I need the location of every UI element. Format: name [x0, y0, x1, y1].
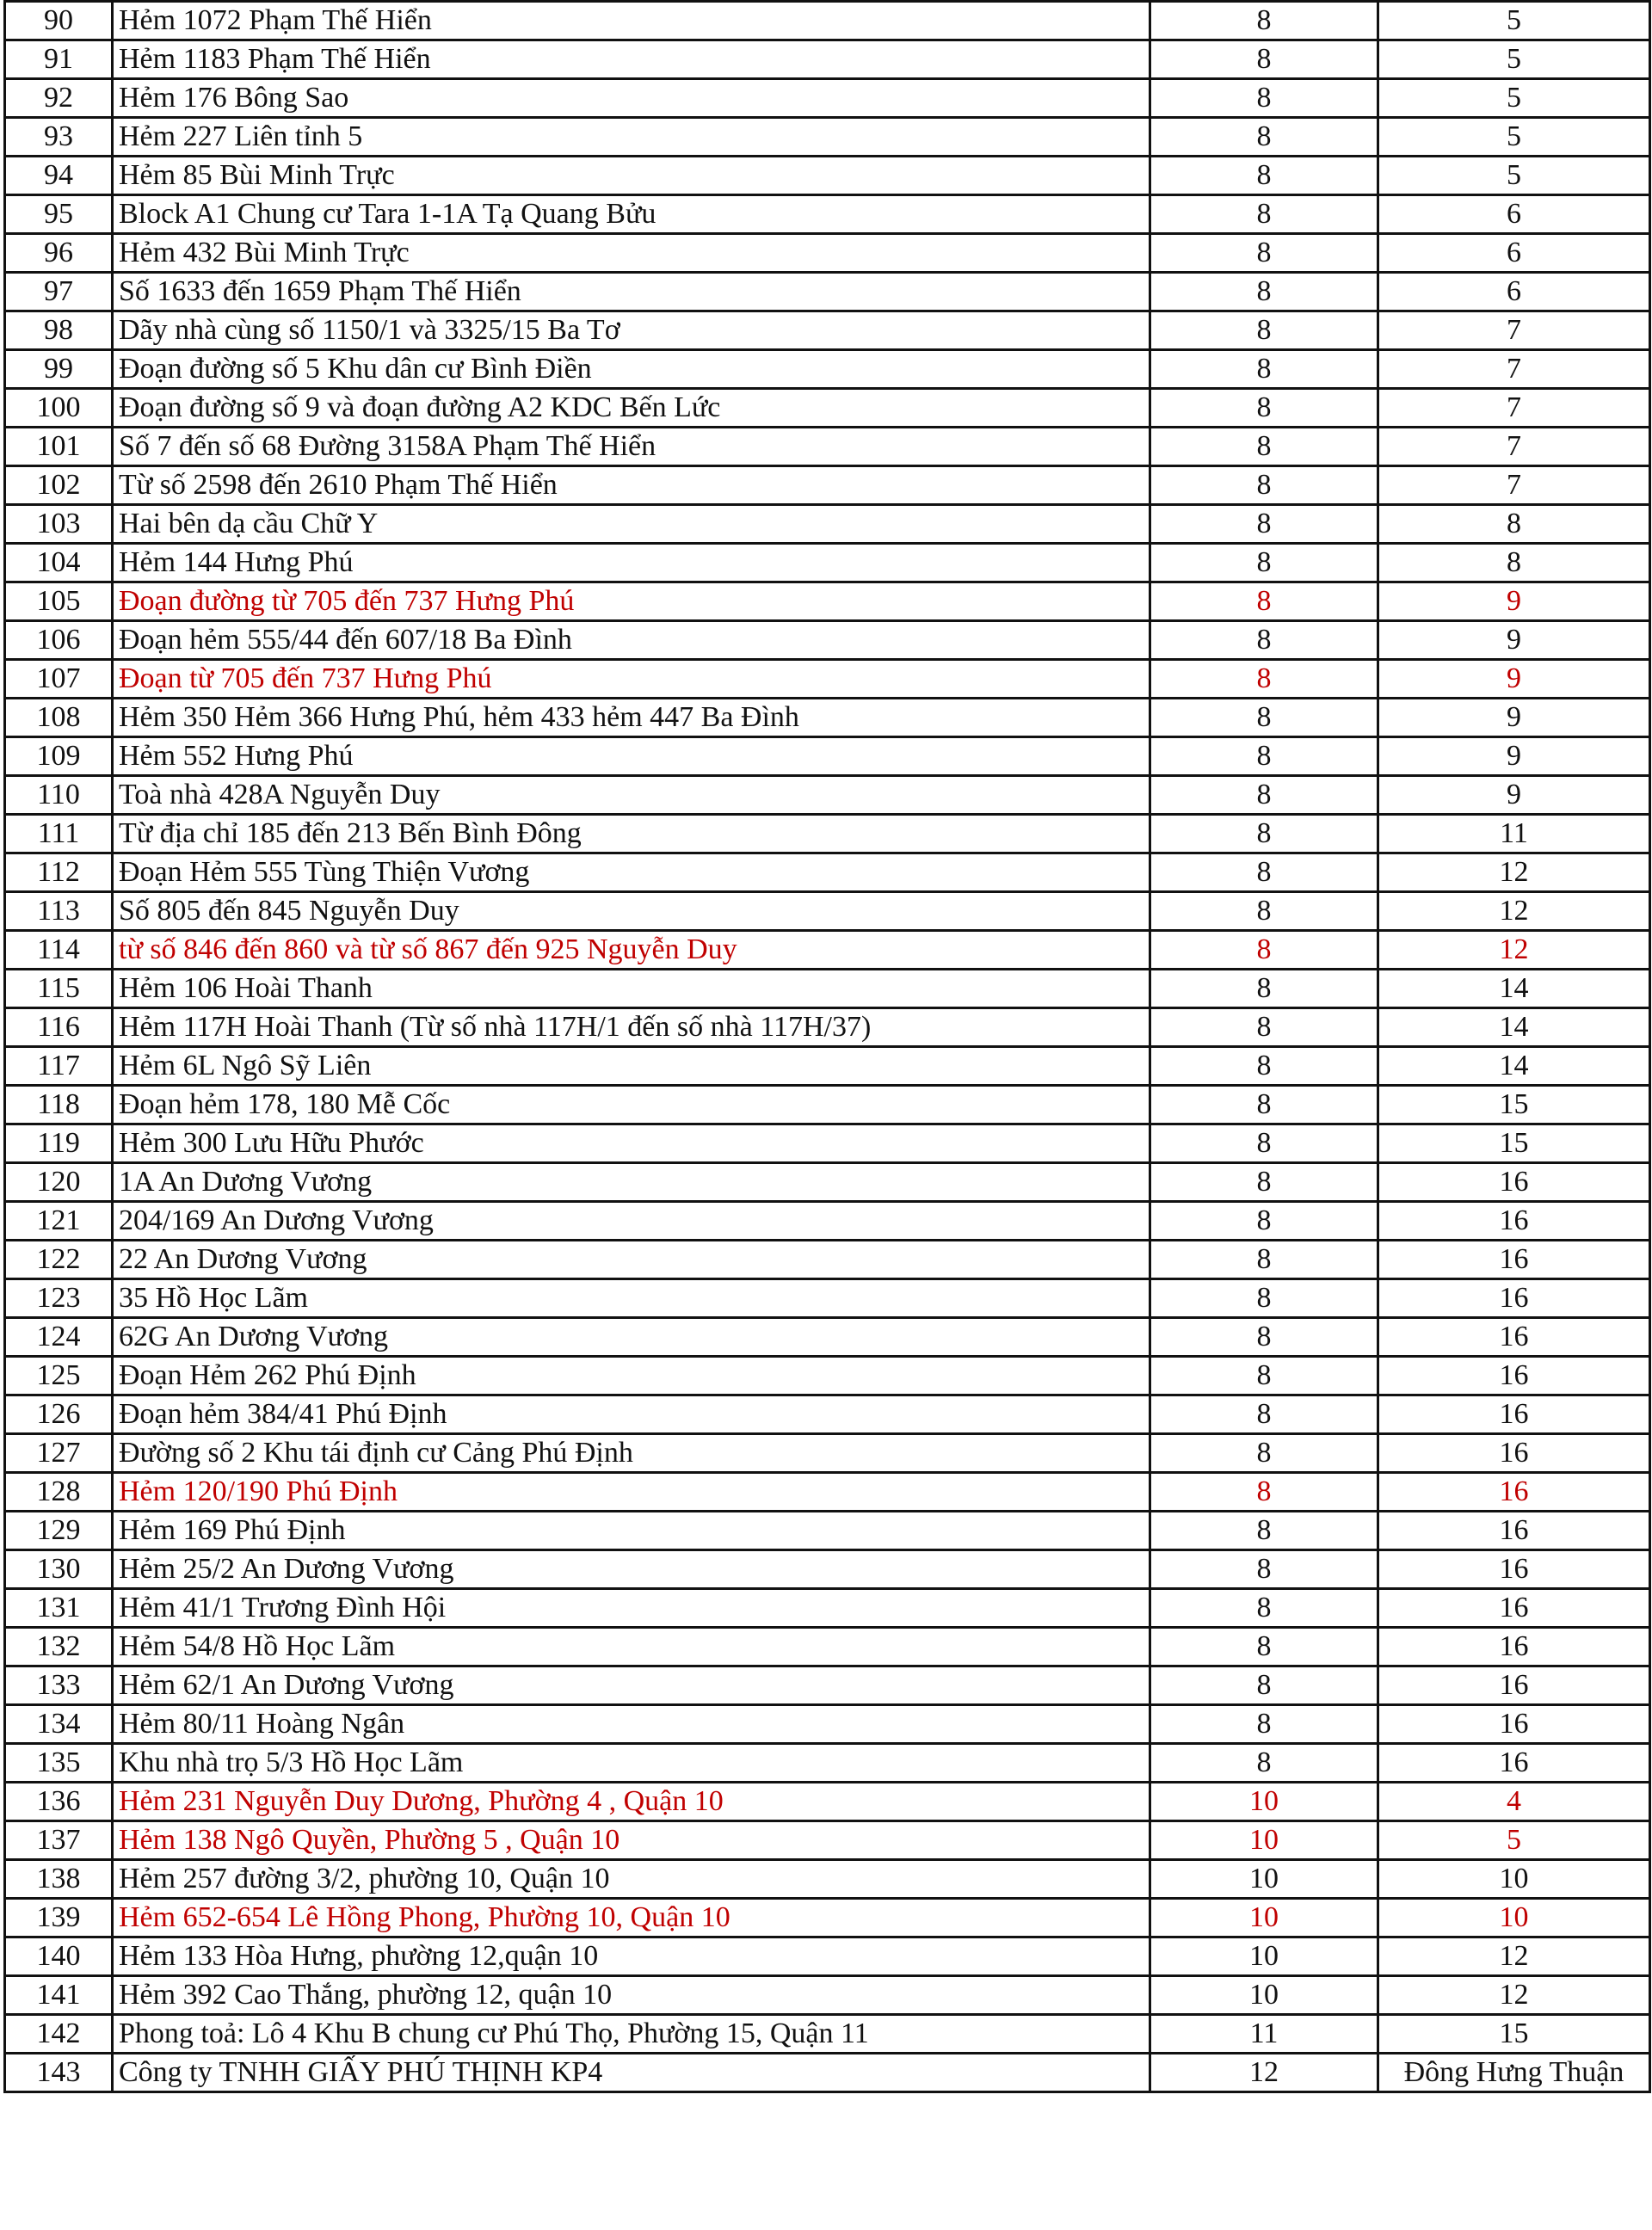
table-body [5, 2, 1650, 2092]
table-row [5, 1434, 1650, 1473]
table-row [5, 776, 1650, 815]
address-cell: Đường số 2 Khu tái định cư Cảng Phú Định [113, 1434, 1150, 1473]
district-cell: 10 [1150, 1860, 1378, 1899]
row-number-cell: 105 [5, 582, 113, 621]
ward-cell: Đông Hưng Thuận [1378, 2054, 1650, 2092]
district-cell: 8 [1150, 157, 1378, 195]
row-number-cell: 113 [5, 892, 113, 931]
table-row [5, 1860, 1650, 1899]
table-row [5, 1512, 1650, 1550]
table-row [5, 1357, 1650, 1395]
row-number-cell: 91 [5, 40, 113, 79]
row-number-cell: 140 [5, 1937, 113, 1976]
row-number-cell: 92 [5, 79, 113, 118]
ward-cell: 16 [1378, 1434, 1650, 1473]
address-cell: Hẻm 552 Hưng Phú [113, 737, 1150, 776]
district-cell: 8 [1150, 1279, 1378, 1318]
ward-cell: 5 [1378, 79, 1650, 118]
district-cell: 8 [1150, 970, 1378, 1008]
table-row [5, 389, 1650, 428]
address-cell: Hẻm 138 Ngô Quyền, Phường 5 , Quận 10 [113, 1821, 1150, 1860]
district-cell: 10 [1150, 1937, 1378, 1976]
address-cell: Block A1 Chung cư Tara 1-1A Tạ Quang Bửu [113, 195, 1150, 234]
district-cell: 10 [1150, 1976, 1378, 2015]
table-row [5, 1086, 1650, 1124]
address-cell: Đoạn từ 705 đến 737 Hưng Phú [113, 660, 1150, 699]
ward-cell: 16 [1378, 1241, 1650, 1279]
ward-cell: 16 [1378, 1473, 1650, 1512]
district-cell: 8 [1150, 311, 1378, 350]
address-cell: Số 1633 đến 1659 Phạm Thế Hiển [113, 273, 1150, 311]
district-cell: 8 [1150, 660, 1378, 699]
table-row [5, 1744, 1650, 1783]
address-cell: Đoạn Hẻm 555 Tùng Thiện Vương [113, 853, 1150, 892]
row-number-cell: 138 [5, 1860, 113, 1899]
row-number-cell: 130 [5, 1550, 113, 1589]
table-row [5, 466, 1650, 505]
district-cell: 8 [1150, 350, 1378, 389]
row-number-cell: 121 [5, 1202, 113, 1241]
ward-cell: 16 [1378, 1318, 1650, 1357]
row-number-cell: 139 [5, 1899, 113, 1937]
row-number-cell: 141 [5, 1976, 113, 2015]
table-row [5, 699, 1650, 737]
table-row [5, 1279, 1650, 1318]
address-cell: Hẻm 392 Cao Thắng, phường 12, quận 10 [113, 1976, 1150, 2015]
table-row [5, 273, 1650, 311]
ward-cell: 5 [1378, 1821, 1650, 1860]
ward-cell: 16 [1378, 1202, 1650, 1241]
table-row [5, 931, 1650, 970]
address-cell: Công ty TNHH GIẤY PHÚ THỊNH KP4 [113, 2054, 1150, 2092]
district-cell: 8 [1150, 737, 1378, 776]
table-row [5, 234, 1650, 273]
address-cell: Hẻm 6L Ngô Sỹ Liên [113, 1047, 1150, 1086]
address-cell: Đoạn đường số 9 và đoạn đường A2 KDC Bến Lức [113, 389, 1150, 428]
district-cell: 8 [1150, 505, 1378, 544]
address-cell: Đoạn đường từ 705 đến 737 Hưng Phú [113, 582, 1150, 621]
district-cell: 8 [1150, 1744, 1378, 1783]
row-number-cell: 90 [5, 2, 113, 40]
district-cell: 8 [1150, 118, 1378, 157]
district-cell: 8 [1150, 1434, 1378, 1473]
row-number-cell: 137 [5, 1821, 113, 1860]
ward-cell: 12 [1378, 892, 1650, 931]
ward-cell: 16 [1378, 1357, 1650, 1395]
ward-cell: 11 [1378, 815, 1650, 853]
address-cell: Hẻm 350 Hẻm 366 Hưng Phú, hẻm 433 hẻm 447 Ba Đình [113, 699, 1150, 737]
ward-cell: 14 [1378, 1047, 1650, 1086]
row-number-cell: 133 [5, 1666, 113, 1705]
table-row [5, 582, 1650, 621]
ward-cell: 10 [1378, 1860, 1650, 1899]
row-number-cell: 99 [5, 350, 113, 389]
ward-cell: 6 [1378, 234, 1650, 273]
address-cell: Hai bên dạ cầu Chữ Y [113, 505, 1150, 544]
table-row [5, 40, 1650, 79]
district-cell: 8 [1150, 1705, 1378, 1744]
table-row [5, 195, 1650, 234]
address-cell: Số 7 đến số 68 Đường 3158A Phạm Thế Hiển [113, 428, 1150, 466]
ward-cell: 15 [1378, 1086, 1650, 1124]
district-cell: 8 [1150, 1589, 1378, 1628]
row-number-cell: 118 [5, 1086, 113, 1124]
ward-cell: 16 [1378, 1666, 1650, 1705]
address-cell: Đoạn hẻm 178, 180 Mễ Cốc [113, 1086, 1150, 1124]
row-number-cell: 129 [5, 1512, 113, 1550]
ward-cell: 16 [1378, 1705, 1650, 1744]
table-row [5, 621, 1650, 660]
table-row [5, 1666, 1650, 1705]
district-cell: 8 [1150, 1395, 1378, 1434]
address-cell: Khu nhà trọ 5/3 Hồ Học Lãm [113, 1744, 1150, 1783]
table-row [5, 428, 1650, 466]
ward-cell: 5 [1378, 157, 1650, 195]
district-cell: 8 [1150, 892, 1378, 931]
row-number-cell: 107 [5, 660, 113, 699]
row-number-cell: 143 [5, 2054, 113, 2092]
ward-cell: 6 [1378, 273, 1650, 311]
row-number-cell: 97 [5, 273, 113, 311]
row-number-cell: 135 [5, 1744, 113, 1783]
ward-cell: 8 [1378, 505, 1650, 544]
row-number-cell: 110 [5, 776, 113, 815]
address-cell: 204/169 An Dương Vương [113, 1202, 1150, 1241]
district-cell: 8 [1150, 1241, 1378, 1279]
table-row [5, 1705, 1650, 1744]
address-cell: Hẻm 62/1 An Dương Vương [113, 1666, 1150, 1705]
district-cell: 8 [1150, 931, 1378, 970]
ward-cell: 16 [1378, 1395, 1650, 1434]
row-number-cell: 123 [5, 1279, 113, 1318]
row-number-cell: 124 [5, 1318, 113, 1357]
table-row [5, 815, 1650, 853]
table-row [5, 1124, 1650, 1163]
address-cell: Hẻm 257 đường 3/2, phường 10, Quận 10 [113, 1860, 1150, 1899]
table-row [5, 505, 1650, 544]
district-cell: 8 [1150, 1008, 1378, 1047]
address-cell: 1A An Dương Vương [113, 1163, 1150, 1202]
table-row [5, 1937, 1650, 1976]
row-number-cell: 125 [5, 1357, 113, 1395]
district-cell: 8 [1150, 1550, 1378, 1589]
address-cell: Dãy nhà cùng số 1150/1 và 3325/15 Ba Tơ [113, 311, 1150, 350]
district-cell: 8 [1150, 1086, 1378, 1124]
ward-cell: 14 [1378, 1008, 1650, 1047]
address-cell: 35 Hồ Học Lãm [113, 1279, 1150, 1318]
table-row [5, 1318, 1650, 1357]
lockdown-area-table [3, 0, 1651, 2093]
district-cell: 10 [1150, 1821, 1378, 1860]
address-cell: Hẻm 120/190 Phú Định [113, 1473, 1150, 1512]
district-cell: 8 [1150, 1473, 1378, 1512]
table-row [5, 1899, 1650, 1937]
row-number-cell: 96 [5, 234, 113, 273]
ward-cell: 9 [1378, 737, 1650, 776]
ward-cell: 14 [1378, 970, 1650, 1008]
table-row [5, 1047, 1650, 1086]
row-number-cell: 93 [5, 118, 113, 157]
ward-cell: 16 [1378, 1589, 1650, 1628]
district-cell: 8 [1150, 621, 1378, 660]
row-number-cell: 100 [5, 389, 113, 428]
address-cell: Đoạn đường số 5 Khu dân cư Bình Điền [113, 350, 1150, 389]
ward-cell: 9 [1378, 776, 1650, 815]
address-cell: Hẻm 54/8 Hồ Học Lãm [113, 1628, 1150, 1666]
table-row [5, 1628, 1650, 1666]
table-row [5, 1163, 1650, 1202]
ward-cell: 9 [1378, 582, 1650, 621]
address-cell: 22 An Dương Vương [113, 1241, 1150, 1279]
ward-cell: 16 [1378, 1744, 1650, 1783]
row-number-cell: 134 [5, 1705, 113, 1744]
district-cell: 8 [1150, 1202, 1378, 1241]
address-cell: Số 805 đến 845 Nguyễn Duy [113, 892, 1150, 931]
district-cell: 8 [1150, 1357, 1378, 1395]
district-cell: 8 [1150, 776, 1378, 815]
address-cell: Từ địa chỉ 185 đến 213 Bến Bình Đông [113, 815, 1150, 853]
table-row [5, 970, 1650, 1008]
address-cell: Hẻm 106 Hoài Thanh [113, 970, 1150, 1008]
ward-cell: 7 [1378, 428, 1650, 466]
ward-cell: 16 [1378, 1628, 1650, 1666]
table-row [5, 1241, 1650, 1279]
address-cell: Hẻm 80/11 Hoàng Ngân [113, 1705, 1150, 1744]
address-cell: Hẻm 25/2 An Dương Vương [113, 1550, 1150, 1589]
address-cell: Hẻm 41/1 Trương Đình Hội [113, 1589, 1150, 1628]
district-cell: 8 [1150, 234, 1378, 273]
row-number-cell: 95 [5, 195, 113, 234]
table-row [5, 1395, 1650, 1434]
row-number-cell: 101 [5, 428, 113, 466]
row-number-cell: 142 [5, 2015, 113, 2054]
district-cell: 8 [1150, 2, 1378, 40]
district-cell: 8 [1150, 79, 1378, 118]
ward-cell: 10 [1378, 1899, 1650, 1937]
district-cell: 8 [1150, 389, 1378, 428]
table-row [5, 350, 1650, 389]
address-cell: Hẻm 176 Bông Sao [113, 79, 1150, 118]
district-cell: 8 [1150, 195, 1378, 234]
ward-cell: 16 [1378, 1550, 1650, 1589]
ward-cell: 5 [1378, 118, 1650, 157]
address-cell: Hẻm 133 Hòa Hưng, phường 12,quận 10 [113, 1937, 1150, 1976]
ward-cell: 7 [1378, 350, 1650, 389]
row-number-cell: 98 [5, 311, 113, 350]
district-cell: 8 [1150, 40, 1378, 79]
district-cell: 8 [1150, 544, 1378, 582]
district-cell: 8 [1150, 853, 1378, 892]
table-row [5, 853, 1650, 892]
row-number-cell: 106 [5, 621, 113, 660]
row-number-cell: 122 [5, 1241, 113, 1279]
district-cell: 8 [1150, 1124, 1378, 1163]
ward-cell: 16 [1378, 1279, 1650, 1318]
address-cell: Hẻm 227 Liên tỉnh 5 [113, 118, 1150, 157]
ward-cell: 5 [1378, 2, 1650, 40]
row-number-cell: 94 [5, 157, 113, 195]
ward-cell: 6 [1378, 195, 1650, 234]
district-cell: 11 [1150, 2015, 1378, 2054]
district-cell: 8 [1150, 815, 1378, 853]
address-cell: Hẻm 117H Hoài Thanh (Từ số nhà 117H/1 đến số nhà 117H/37) [113, 1008, 1150, 1047]
address-cell: Hẻm 85 Bùi Minh Trực [113, 157, 1150, 195]
table-row [5, 118, 1650, 157]
ward-cell: 12 [1378, 1937, 1650, 1976]
district-cell: 8 [1150, 699, 1378, 737]
row-number-cell: 120 [5, 1163, 113, 1202]
address-cell: Đoạn hẻm 555/44 đến 607/18 Ba Đình [113, 621, 1150, 660]
district-cell: 8 [1150, 1163, 1378, 1202]
table-row [5, 1473, 1650, 1512]
row-number-cell: 104 [5, 544, 113, 582]
district-cell: 8 [1150, 582, 1378, 621]
row-number-cell: 136 [5, 1783, 113, 1821]
ward-cell: 5 [1378, 40, 1650, 79]
district-cell: 8 [1150, 273, 1378, 311]
table-row [5, 544, 1650, 582]
district-cell: 8 [1150, 1628, 1378, 1666]
table-row [5, 1589, 1650, 1628]
ward-cell: 12 [1378, 1976, 1650, 2015]
district-cell: 8 [1150, 1318, 1378, 1357]
address-cell: Hẻm 300 Lưu Hữu Phước [113, 1124, 1150, 1163]
table-row [5, 737, 1650, 776]
ward-cell: 16 [1378, 1512, 1650, 1550]
table-row [5, 2015, 1650, 2054]
table-row [5, 157, 1650, 195]
address-cell: Hẻm 432 Bùi Minh Trực [113, 234, 1150, 273]
table-row [5, 2054, 1650, 2092]
address-cell: Hẻm 1072 Phạm Thế Hiển [113, 2, 1150, 40]
ward-cell: 7 [1378, 466, 1650, 505]
row-number-cell: 109 [5, 737, 113, 776]
ward-cell: 16 [1378, 1163, 1650, 1202]
district-cell: 8 [1150, 1666, 1378, 1705]
ward-cell: 12 [1378, 853, 1650, 892]
table-row [5, 892, 1650, 931]
table-row [5, 1550, 1650, 1589]
address-cell: Hẻm 144 Hưng Phú [113, 544, 1150, 582]
table-row [5, 1202, 1650, 1241]
row-number-cell: 112 [5, 853, 113, 892]
table-row [5, 660, 1650, 699]
address-cell: Đoạn hẻm 384/41 Phú Định [113, 1395, 1150, 1434]
district-cell: 8 [1150, 1512, 1378, 1550]
table-row [5, 79, 1650, 118]
ward-cell: 7 [1378, 311, 1650, 350]
district-cell: 8 [1150, 428, 1378, 466]
table-row [5, 1976, 1650, 2015]
ward-cell: 8 [1378, 544, 1650, 582]
table-row [5, 2, 1650, 40]
row-number-cell: 131 [5, 1589, 113, 1628]
row-number-cell: 108 [5, 699, 113, 737]
ward-cell: 7 [1378, 389, 1650, 428]
address-cell: Hẻm 231 Nguyễn Duy Dương, Phường 4 , Quận 10 [113, 1783, 1150, 1821]
ward-cell: 9 [1378, 660, 1650, 699]
ward-cell: 15 [1378, 1124, 1650, 1163]
address-cell: Từ số 2598 đến 2610 Phạm Thế Hiển [113, 466, 1150, 505]
table-row [5, 1821, 1650, 1860]
row-number-cell: 127 [5, 1434, 113, 1473]
row-number-cell: 103 [5, 505, 113, 544]
row-number-cell: 115 [5, 970, 113, 1008]
district-cell: 12 [1150, 2054, 1378, 2092]
ward-cell: 9 [1378, 621, 1650, 660]
district-cell: 8 [1150, 1047, 1378, 1086]
ward-cell: 4 [1378, 1783, 1650, 1821]
row-number-cell: 111 [5, 815, 113, 853]
table-row [5, 1783, 1650, 1821]
row-number-cell: 119 [5, 1124, 113, 1163]
district-cell: 8 [1150, 466, 1378, 505]
district-cell: 10 [1150, 1783, 1378, 1821]
ward-cell: 9 [1378, 699, 1650, 737]
row-number-cell: 116 [5, 1008, 113, 1047]
ward-cell: 15 [1378, 2015, 1650, 2054]
address-cell: Hẻm 652-654 Lê Hồng Phong, Phường 10, Quận 10 [113, 1899, 1150, 1937]
row-number-cell: 114 [5, 931, 113, 970]
address-cell: 62G An Dương Vương [113, 1318, 1150, 1357]
address-cell: Đoạn Hẻm 262 Phú Định [113, 1357, 1150, 1395]
row-number-cell: 128 [5, 1473, 113, 1512]
address-cell: từ số 846 đến 860 và từ số 867 đến 925 Nguyễn Duy [113, 931, 1150, 970]
district-cell: 10 [1150, 1899, 1378, 1937]
row-number-cell: 117 [5, 1047, 113, 1086]
row-number-cell: 132 [5, 1628, 113, 1666]
ward-cell: 12 [1378, 931, 1650, 970]
address-cell: Hẻm 1183 Phạm Thế Hiển [113, 40, 1150, 79]
address-cell: Phong toả: Lô 4 Khu B chung cư Phú Thọ, Phường 15, Quận 11 [113, 2015, 1150, 2054]
address-cell: Hẻm 169 Phú Định [113, 1512, 1150, 1550]
row-number-cell: 126 [5, 1395, 113, 1434]
table-row [5, 1008, 1650, 1047]
table-row [5, 311, 1650, 350]
address-cell: Toà nhà 428A Nguyễn Duy [113, 776, 1150, 815]
row-number-cell: 102 [5, 466, 113, 505]
